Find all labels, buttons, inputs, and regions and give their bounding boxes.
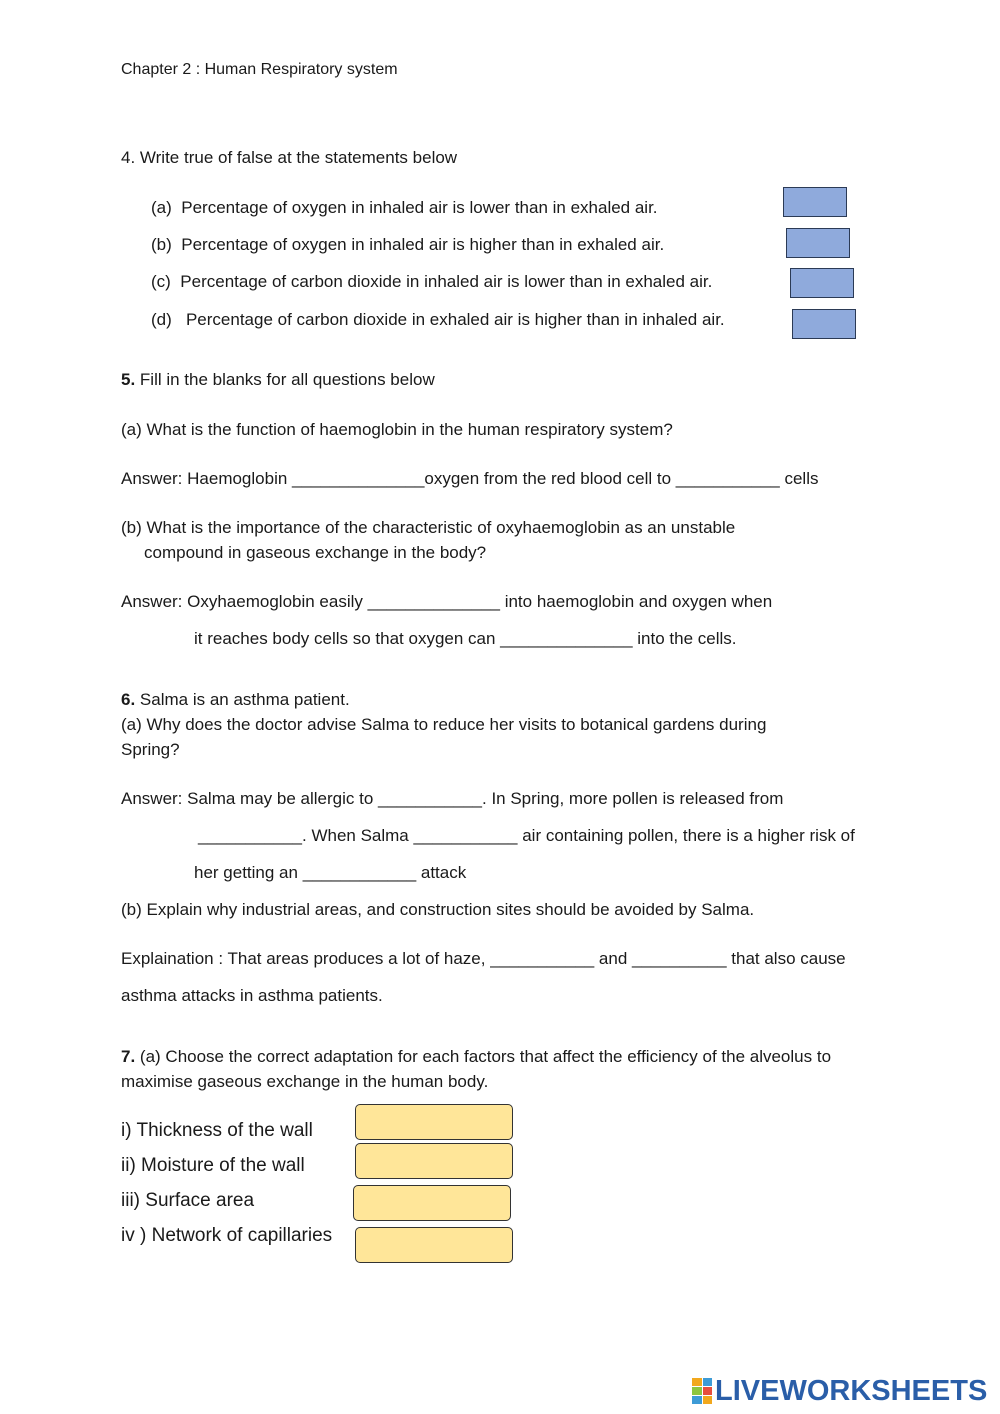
q6-a-answer-line1: Answer: Salma may be allergic to ___________. In Spring, more pollen is released from — [121, 789, 784, 808]
q4-item-d-label: (d) — [151, 310, 172, 329]
q7-answer-box-capillaries[interactable] — [355, 1227, 513, 1263]
q5-b-question-line1: (b) What is the importance of the characteristic of oxyhaemoglobin as an unstable — [121, 518, 736, 537]
liveworksheets-logo-icon — [692, 1378, 712, 1404]
liveworksheets-logo — [692, 1376, 987, 1406]
q4-answer-box-a[interactable] — [783, 187, 847, 217]
q6-title — [121, 691, 350, 708]
q7-item-thickness: i) Thickness of the wall — [121, 1120, 313, 1141]
q7-answer-box-surface-area[interactable] — [353, 1185, 511, 1221]
q6-a-answer-line2: ___________. When Salma ___________ air containing pollen, there is a higher risk of — [198, 826, 855, 845]
q6-number: 6. — [121, 690, 136, 709]
q5-a-answer: Answer: Haemoglobin ______________oxygen from the red blood cell to ___________ cells — [121, 469, 819, 488]
q4-item-a-label: (a) — [151, 198, 172, 217]
q4-answer-box-c[interactable] — [790, 268, 854, 298]
chapter-header: Chapter 2 : Human Respiratory system — [121, 61, 398, 78]
q5-b-answer-line2: it reaches body cells so that oxygen can ______________ into the cells. — [194, 629, 737, 648]
q7-title-line1 — [121, 1048, 831, 1065]
q7-number: 7. — [121, 1047, 136, 1066]
q6-b-question: (b) Explain why industrial areas, and construction sites should be avoided by Salma. — [121, 900, 755, 919]
q6-a-question-line1: (a) Why does the doctor advise Salma to reduce her visits to botanical gardens during — [121, 715, 767, 734]
liveworksheets-logo-text: LIVEWORKSHEETS — [715, 1374, 988, 1407]
q4-item-a — [151, 199, 658, 216]
q5-title-text: Fill in the blanks for all questions below — [135, 370, 435, 389]
q6-title-text: Salma is an asthma patient. — [135, 690, 350, 709]
q5-a-question: (a) What is the function of haemoglobin in the human respiratory system? — [121, 420, 673, 439]
q6-b-answer-line1: Explaination : That areas produces a lot of haze, ___________ and __________ that also cause — [121, 949, 846, 968]
q4-item-b-label: (b) — [151, 235, 172, 254]
q6-b-answer-line2: asthma attacks in asthma patients. — [121, 986, 383, 1005]
q4-item-c-label: (c) — [151, 272, 171, 291]
q5-title — [121, 371, 435, 388]
q7-item-moisture: ii) Moisture of the wall — [121, 1155, 305, 1176]
q7-answer-box-moisture[interactable] — [355, 1143, 513, 1179]
q5-b-answer-line1: Answer: Oxyhaemoglobin easily ______________ into haemoglobin and oxygen when — [121, 592, 773, 611]
q7-title-text: (a) Choose the correct adaptation for each factors that affect the efficiency of the alveolus to — [135, 1047, 832, 1066]
q4-title: 4. Write true of false at the statements below — [121, 148, 458, 167]
q4-answer-box-d[interactable] — [792, 309, 856, 339]
q7-item-surface-area: iii) Surface area — [121, 1190, 255, 1211]
q5-b-question-line2: compound in gaseous exchange in the body? — [144, 543, 487, 562]
q4-item-b-text: Percentage of oxygen in inhaled air is higher than in exhaled air. — [181, 235, 665, 254]
q4-item-c-text: Percentage of carbon dioxide in inhaled air is lower than in exhaled air. — [180, 272, 713, 291]
q6-a-question-line2: Spring? — [121, 740, 180, 759]
q4-item-a-text: Percentage of oxygen in inhaled air is lower than in exhaled air. — [181, 198, 658, 217]
q7-answer-box-thickness[interactable] — [355, 1104, 513, 1140]
q7-item-capillaries: iv ) Network of capillaries — [121, 1225, 333, 1246]
q4-item-d-text: Percentage of carbon dioxide in exhaled air is higher than in inhaled air. — [185, 310, 725, 329]
q6-a-answer-line3: her getting an ____________ attack — [194, 863, 467, 882]
q4-item-b — [151, 236, 664, 253]
q5-number: 5. — [121, 370, 136, 389]
q4-item-c — [151, 273, 712, 290]
q4-answer-box-b[interactable] — [786, 228, 850, 258]
q4-item-d — [151, 311, 725, 328]
q7-title-line2: maximise gaseous exchange in the human body. — [121, 1072, 489, 1091]
